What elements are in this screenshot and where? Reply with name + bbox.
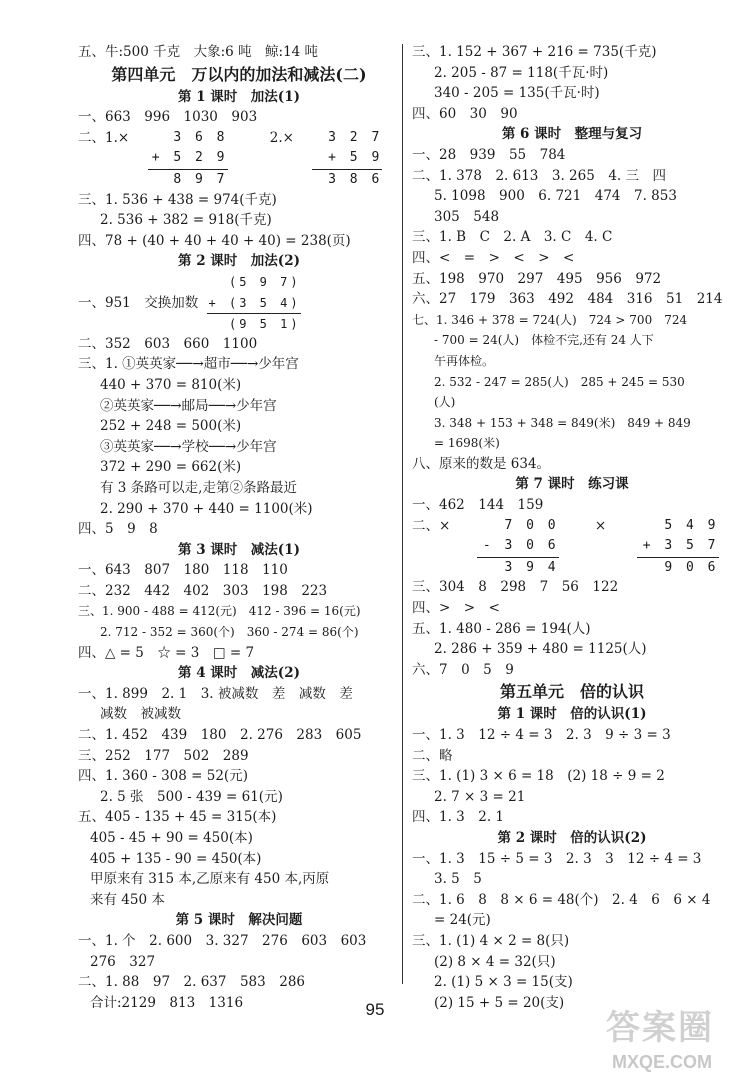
vertical-addition: 3 6 8 + 5 2 9 8 9 7 [148,128,228,191]
answer-line: 二、1. 6 8 8 × 6 = 48(个) 2. 4 6 6 × 4 [412,891,711,908]
right-column [412,42,732,1013]
answer-line: = 1698(米) [434,436,500,451]
vertical-addition: 3 2 7 + 5 9 3 8 6 [312,128,382,191]
lesson-title: 第 2 课时 加法(2) [178,253,300,270]
answer-line: 四、1. 3 2. 1 [412,809,505,826]
answer-line: 405 - 45 + 90 = 450(本) [90,830,253,846]
answer-line: 四、5 9 8 [78,521,158,538]
answer-line: 340 - 205 = 135(千瓦·时) [434,85,600,102]
page-number: 95 [365,1000,385,1019]
answer-line: 440 + 370 = 810(米) [100,376,242,393]
answer-line: 一、462 144 159 [412,497,544,514]
answer-line: 2. 7 × 3 = 21 [434,788,526,805]
answer-line: 三、1. 536 + 438 = 974(千克) [78,191,277,208]
answer-line: (人) [434,395,456,410]
answer-line: 三、1. B C 2. A 3. C 4. C [412,229,613,246]
answer-line: - 700 = 24(人) 体检不完,还有 24 人下 [434,333,654,348]
answer-line: 252 + 248 = 500(米) [100,418,242,435]
watermark-logo [606,1000,736,1084]
answer-line: 合计:2129 813 1316 [90,994,244,1011]
answer-line: = 24(元) [434,912,491,929]
answer-line: 五、405 - 135 + 45 = 315(本) [78,809,277,826]
answer-line: 四、> > < [412,600,500,617]
answer-line: 二、232 442 402 303 198 223 [78,582,328,599]
answer-line: 2. 205 - 87 = 118(千瓦·时) [434,64,609,81]
lesson-title: 第 1 课时 倍的认识(1) [497,706,647,723]
answer-label: 一、951 交换加数 [78,294,199,311]
answer-line: 三、1. (1) 3 × 6 = 18 (2) 18 ÷ 9 = 2 [412,768,665,785]
answer-line: 2. (1) 5 × 3 = 15(支) [434,974,573,991]
answer-line: 三、252 177 502 289 [78,747,249,764]
answer-line: 一、1. 3 12 ÷ 4 = 3 2. 3 9 ÷ 3 = 3 [412,727,671,744]
vertical-addition: (5 9 7) + (3 5 4) (9 5 1) [207,272,301,335]
answer-label: 二、× [412,517,451,534]
answer-line: 2. 286 + 359 + 480 = 1125(人) [434,641,647,658]
vertical-calc-row [78,128,400,190]
answer-line: 二、略 [412,747,453,764]
answer-line: 一、663 996 1030 903 [78,109,258,126]
answer-line: 一、1. 899 2. 1 3. 被减数 差 减数 差 [78,685,353,702]
answer-line: 2. 532 - 247 = 285(人) 285 + 245 = 530 [434,374,685,389]
answer-line: ③英英家──→学校──→少年宫 [100,438,277,455]
answer-label: 2.× [269,129,294,146]
answer-line: 午再体检。 [434,353,495,368]
answer-line: 四、△ = 5 ☆ = 3 □ = 7 [78,644,255,661]
answer-line: 305 548 [434,208,500,225]
vertical-addition: 5 4 9 + 3 5 7 9 0 6 [637,516,719,579]
answer-line: 四、78 + (40 + 40 + 40 + 40) = 238(页) [78,232,351,249]
vertical-calc-row [78,272,400,334]
left-column [78,42,400,1013]
answer-line: 二、352 603 660 1100 [78,335,258,352]
answer-line: 有 3 条路可以走,走第②条路最近 [100,479,297,496]
answer-line: 六、27 179 363 492 484 316 51 214 [412,291,723,308]
answer-line: 2. 712 - 352 = 360(个) 360 - 274 = 86(个) [100,625,359,640]
lesson-title: 第 7 课时 练习课 [515,476,629,493]
lesson-title: 第 5 课时 解决问题 [175,912,303,929]
answer-line: (2) 15 + 5 = 20(支) [434,994,565,1011]
vertical-calc-row [412,516,732,578]
answer-line: 五、牛:500 千克 大象:6 吨 鲸:14 吨 [78,44,319,60]
answer-line: 七、1. 346 + 378 = 724(人) 724 > 700 724 [412,312,688,327]
answer-line: 六、7 0 5 9 [412,661,514,678]
vertical-subtraction: 7 0 0 - 3 0 6 3 9 4 [477,516,559,579]
answer-line: 甲原来有 315 本,乙原来有 450 本,丙原 [90,871,330,888]
answer-line: 一、28 939 55 784 [412,146,566,163]
answer-line: 5. 1098 900 6. 721 474 7. 853 [434,188,677,205]
answer-line: 二、1. 88 97 2. 637 583 286 [78,974,306,991]
answer-line: 五、1. 480 - 286 = 194(人) [412,620,591,637]
answer-line: 3. 348 + 153 + 348 = 849(米) 849 + 849 [434,415,691,430]
answer-line: 减数 被减数 [100,706,181,723]
answer-line: 三、1. 152 + 367 + 216 = 735(千克) [412,44,657,60]
answer-line: 372 + 290 = 662(米) [100,459,242,476]
lesson-title: 第 3 课时 减法(1) [178,541,300,558]
answer-line: 一、1. 3 15 ÷ 5 = 3 2. 3 3 12 ÷ 4 = 3 [412,850,702,867]
answer-line: 二、1. 452 439 180 2. 276 283 605 [78,727,362,744]
answer-line: 2. 536 + 382 = 918(千克) [100,212,272,229]
answer-line: 四、< = > < > < [412,249,575,266]
answer-line: 276 327 [90,953,156,970]
answer-label: × [594,517,607,534]
answer-line: 2. 5 张 500 - 439 = 61(元) [100,788,283,805]
answer-line: 四、60 30 90 [412,105,518,122]
watermark-url: MXQE.COM [612,1052,713,1072]
answer-line: 2. 290 + 370 + 440 = 1100(米) [100,500,313,517]
unit-title: 第四单元 万以内的加法和减法(二) [111,64,367,84]
answer-line: (2) 8 × 4 = 32(只) [434,953,556,970]
answer-line: 三、1. (1) 4 × 2 = 8(只) [412,932,570,949]
answer-line: 一、1. 个 2. 600 3. 327 276 603 603 [78,932,367,949]
unit-title: 第五单元 倍的认识 [499,682,644,702]
answer-line: 3. 5 5 [434,871,482,888]
answer-line: 405 + 135 - 90 = 450(本) [90,850,262,867]
answer-line: 三、1. 900 - 488 = 412(元) 412 - 396 = 16(元) [78,604,361,619]
answer-line: 四、1. 360 - 308 = 52(元) [78,768,248,785]
answer-line: 来有 450 本 [90,891,165,908]
lesson-title: 第 2 课时 倍的认识(2) [497,829,647,846]
answer-line: ②英英家──→邮局──→少年宫 [100,397,277,414]
answer-line: 八、原来的数是 634。 [412,455,551,472]
answer-line: 三、304 8 298 7 56 122 [412,579,619,596]
answer-line: 五、198 970 297 495 956 972 [412,270,662,287]
lesson-title: 第 6 课时 整理与复习 [501,126,643,143]
watermark-text: 答案圈 [606,1009,714,1047]
lesson-title: 第 4 课时 减法(2) [178,665,300,682]
answer-label: 二、1.× [78,129,130,146]
answer-line: 一、643 807 180 118 110 [78,562,288,579]
lesson-title: 第 1 课时 加法(1) [178,88,300,105]
column-divider [402,44,403,984]
answer-line: 二、1. 378 2. 613 3. 265 4. 三 四 [412,167,666,184]
answer-line: 三、1. ①英英家──→超市──→少年宫 [78,356,299,373]
